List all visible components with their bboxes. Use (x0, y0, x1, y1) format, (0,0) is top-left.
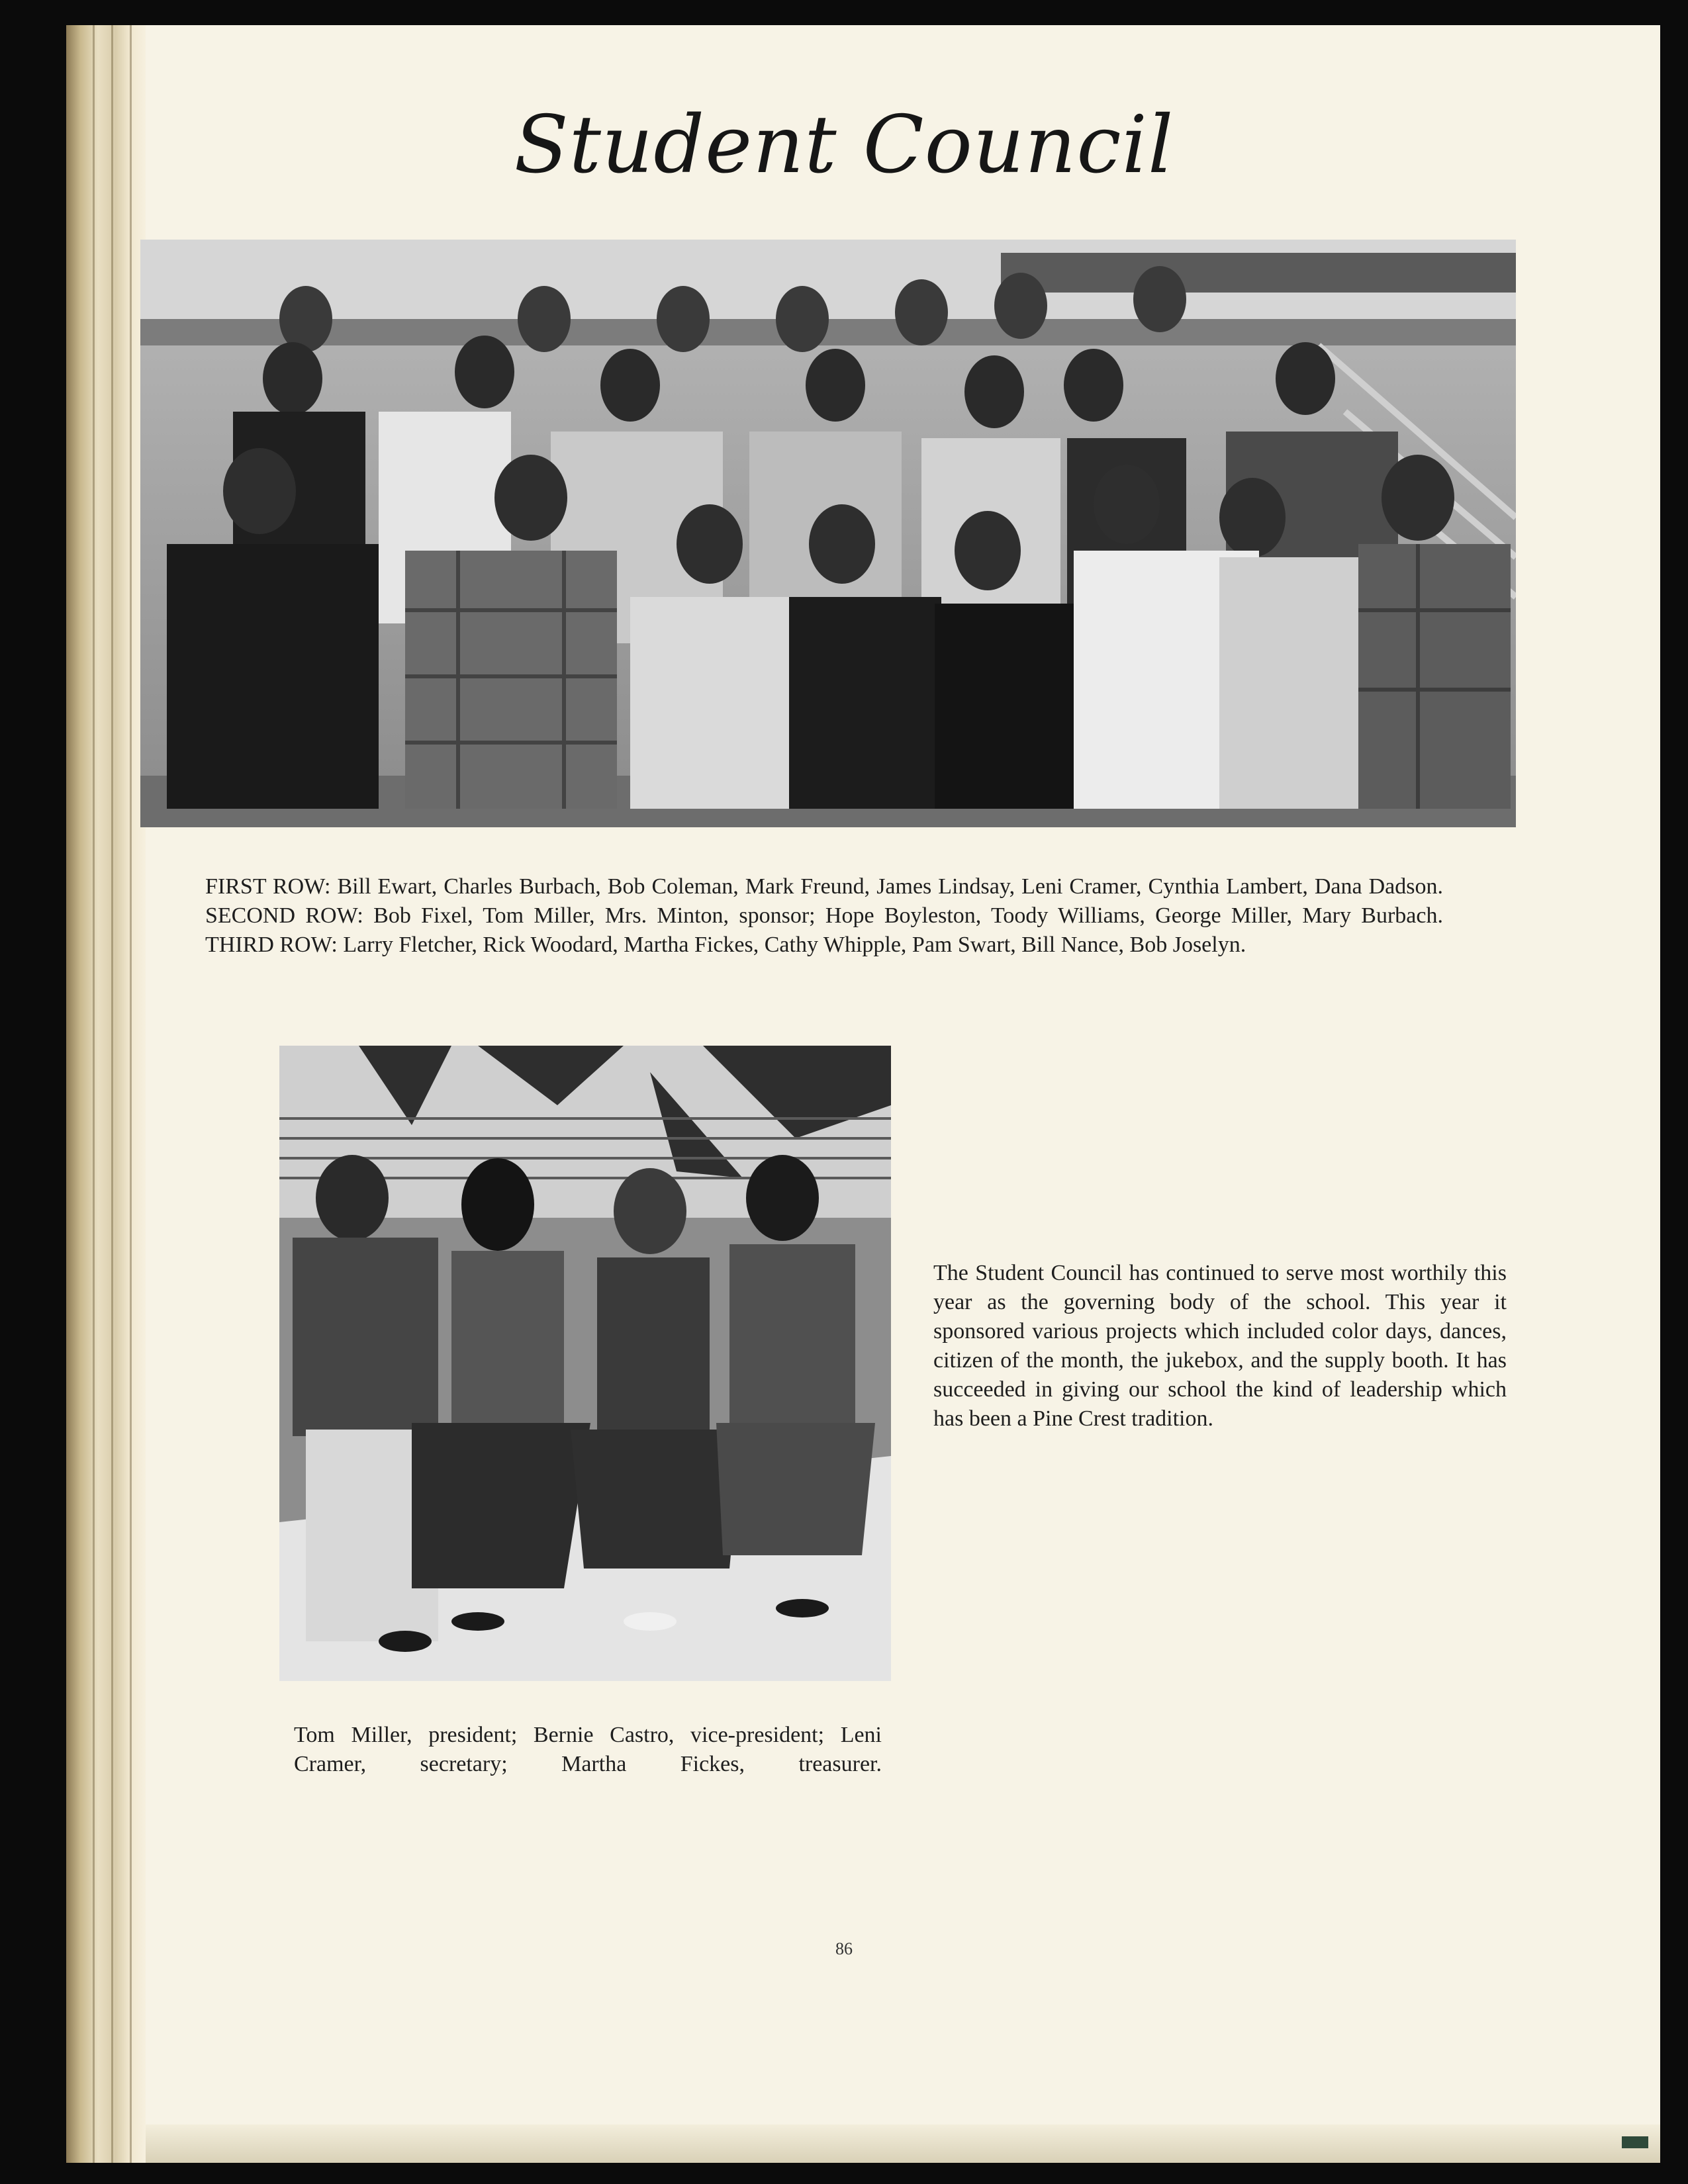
paper-edge (146, 2124, 1660, 2163)
scan-margin-bottom (0, 2163, 1688, 2184)
officers-photo (279, 1046, 891, 1681)
binding-mark (1622, 2136, 1648, 2148)
book-spine (66, 25, 146, 2163)
officers-photo-caption: Tom Miller, president; Bernie Castro, vice-president; Leni Cramer, secretary; Martha Fickes, treasurer. (294, 1723, 882, 1776)
body-text: The Student Council has continued to serve most worthily this year as the governing body of the school. This year it sponsored various projects which included color days, dances, citizen of the month, the jukebox, and the supply booth. It has succeeded in giving our school the kind of leadership which has been a Pine Crest tradition. (933, 1261, 1507, 1431)
page-number: 86 (835, 1939, 853, 1958)
page-stack-line (93, 25, 95, 2163)
group-photo (140, 240, 1516, 827)
scan-margin-right (1660, 0, 1688, 2184)
scan-margin-top (0, 0, 1688, 25)
page-stack-line (111, 25, 113, 2163)
group-photo-image (140, 240, 1516, 827)
officers-photo-image (279, 1046, 891, 1681)
group-photo-caption: FIRST ROW: Bill Ewart, Charles Burbach, Bob Coleman, Mark Freund, James Lindsay, Leni Cramer, Cynthia Lambert, Dana Dadson. SECOND ROW: Bob Fixel, Tom Miller, Mrs. Minton, sponsor; Hope Boyleston, Toody Williams, George Miller, Mary Burbach. THIRD ROW: Larry Fletcher, Rick Woodard, Martha Fickes, Cathy Whipple, Pam Swart, Bill Nance, Bob Joselyn. (205, 874, 1443, 957)
page-title: Student Council (514, 99, 1174, 191)
page-stack-line (130, 25, 132, 2163)
scan-margin-left (0, 0, 66, 2184)
